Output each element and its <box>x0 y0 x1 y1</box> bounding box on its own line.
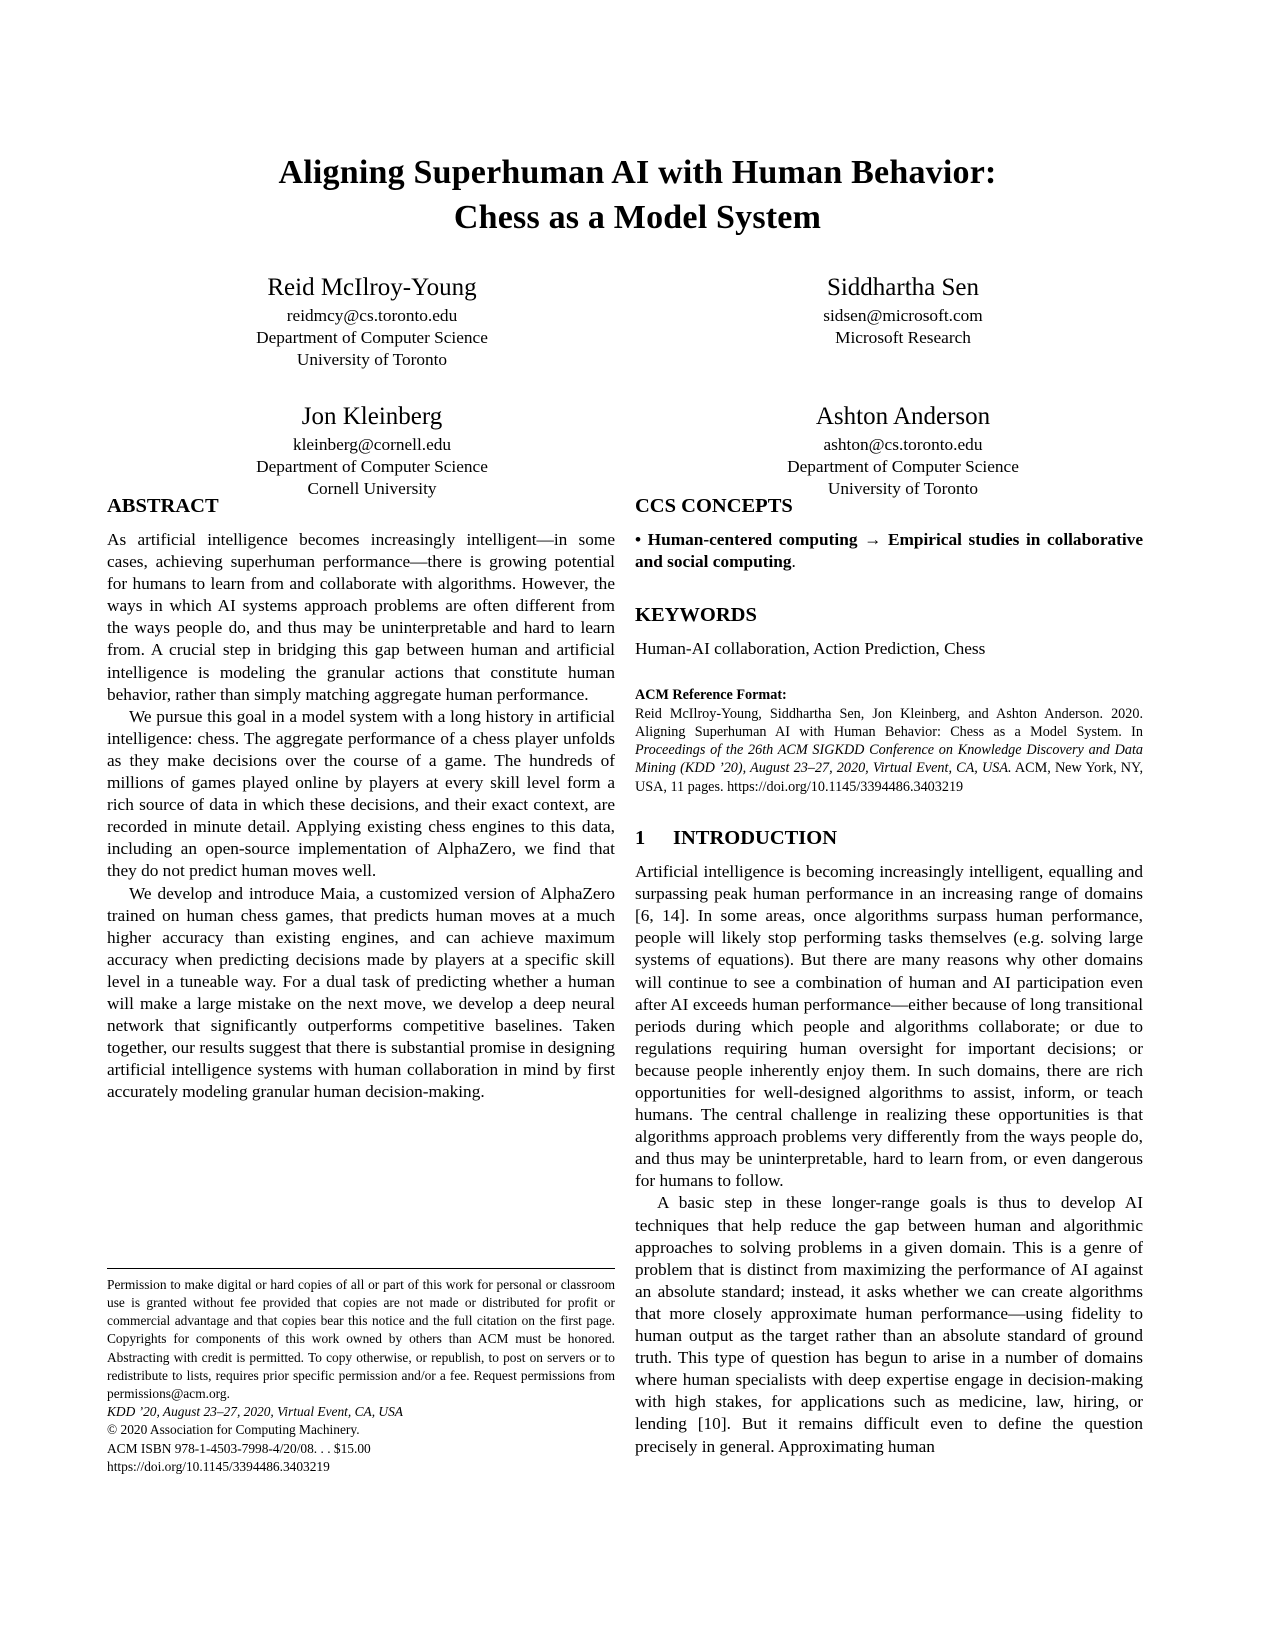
paper-title <box>0 0 1275 240</box>
authors-block <box>107 272 1169 500</box>
isbn-line: ACM ISBN 978-1-4503-7998-4/20/08. . . $15.00 <box>107 1440 371 1456</box>
author-department: Department of Computer Science <box>787 457 1019 476</box>
ccs-period: . <box>791 552 796 572</box>
right-column <box>635 494 1143 1476</box>
ccs-term: Human-centered computing <box>647 530 858 549</box>
doi-line: https://doi.org/10.1145/3394486.3403219 <box>107 1458 330 1474</box>
author-block-reid-mcilroy-young <box>107 272 638 371</box>
keywords-text: Human-AI collaboration, Action Prediction, Chess <box>635 639 986 659</box>
author-institution: Cornell University <box>307 479 437 498</box>
author-institution: University of Toronto <box>296 350 448 369</box>
keywords-heading: KEYWORDS <box>635 604 757 627</box>
paper-title-line2: Chess as a Model System <box>453 199 822 236</box>
ccs-bullet: • <box>635 530 648 549</box>
footnote-divider <box>107 1268 615 1269</box>
ccs-concepts-heading: CCS CONCEPTS <box>635 495 793 517</box>
author-name: Jon Kleinberg <box>301 403 443 430</box>
author-name: Siddhartha Sen <box>826 274 980 301</box>
acm-reference-authors: Reid McIlroy-Young, Siddhartha Sen, Jon Kleinberg, and Ashton Anderson. 2020. Aligning Superhuman AI with Human Behavior: Chess as a Model System. In <box>635 705 1143 740</box>
author-block-ashton-anderson <box>638 401 1169 500</box>
section-number: 1 <box>635 827 646 850</box>
paper-title-line1: Aligning Superhuman AI with Human Behavior: <box>278 154 997 191</box>
copyright-footnote <box>107 1268 615 1476</box>
copyright-line: © 2020 Association for Computing Machinery. <box>107 1422 360 1438</box>
abstract-heading: ABSTRACT <box>107 495 219 517</box>
introduction-paragraph-1: Artificial intelligence is becoming increasingly intelligent, equalling and surpassing peak human performance in an increasing range of domains [6, 14]. In some areas, once algorithms surpass human performance, people will likely stop performing tasks themselves (e.g. solving large systems of equations). But there are many reasons why other domains will continue to see a combination of human and AI participation even after AI exceeds human performance—either because of long transitional periods during which people and algorithms collaborate; or due to regulations requiring human oversight for important decisions; or because people inherently enjoy them. In such domains, there are rich opportunities for well-designed algorithms to assist, inform, or teach humans. The central challenge in realizing these opportunities is that algorithms approach problems very differently from the ways people do, and thus may be uninterpretable, hard to learn from, or even dangerous for humans to follow. <box>635 862 1143 1191</box>
ccs-subterm: Empirical studies in collaborative and social computing <box>635 530 1143 572</box>
author-institution: Microsoft Research <box>835 328 971 347</box>
introduction-heading <box>635 826 1143 851</box>
acm-reference-format-heading: ACM Reference Format: <box>635 687 787 704</box>
author-email: reidmcy@cs.toronto.edu <box>286 306 458 325</box>
left-column <box>107 494 615 1476</box>
section-title: INTRODUCTION <box>673 827 838 850</box>
permission-statement: Permission to make digital or hard copies of all or part of this work for personal or classroom use is granted without fee provided that copies are not made or distributed for profit or commercial advantage and that copies bear this notice and the full citation on the first page. Copyrights for components of this work owned by others than ACM must be honored. Abstracting with credit is permitted. To copy otherwise, or republish, to post on servers or to redistribute to lists, requires prior specific permission and/or a fee. Request permissions from permissions@acm.org. <box>107 1276 615 1401</box>
two-column-body <box>107 494 1143 1476</box>
introduction-paragraph-2: A basic step in these longer-range goals is thus to develop AI techniques that help reduce the gap between human and algorithmic approaches to solving problems in a given domain. This is a genre of problem that is distinct from maximizing the performance of AI against an absolute standard; instead, it asks whether we can create algorithms that more closely approximate human performance—using fidelity to human output as the target rather than an absolute standard of ground truth. This type of question has begun to arise in a number of domains where human specialists with deep expertise engage in decision-making with high stakes, for applications such as medicine, law, hiring, or lending [10]. But it remains difficult even to define the question precisely in general. Approximating human <box>635 1193 1143 1456</box>
acm-reference-text <box>635 705 1143 796</box>
author-block-jon-kleinberg <box>107 401 638 500</box>
author-department: Department of Computer Science <box>256 457 488 476</box>
author-department: Department of Computer Science <box>256 328 488 347</box>
ccs-concepts-text <box>635 529 1143 573</box>
abstract-paragraph-3: We develop and introduce Maia, a customized version of AlphaZero trained on human chess games, that predicts human moves at a much higher accuracy than existing engines, and can achieve maximum accuracy when predicting decisions made by players at a specific skill level in a tuneable way. For a dual task of predicting whether a human will make a large mistake on the next move, we develop a deep neural network that significantly outperforms competitive baselines. Taken together, our results suggest that there is substantial promise in designing artificial intelligence systems with human collaboration in mind by first accurately modeling granular human decision-making. <box>107 883 615 1102</box>
acm-reference-publisher: ACM, New York, NY, USA, 11 pages. https://doi.org/10.1145/3394486.3403219 <box>635 760 1144 795</box>
author-block-siddhartha-sen <box>638 272 1169 371</box>
abstract-paragraph-2: We pursue this goal in a model system with a long history in artificial intelligence: chess. The aggregate performance of a chess player unfolds as they make decisions over the course of a game. The hundreds of millions of games played online by players at every skill level form a rich source of data in which these decisions, and their exact context, are recorded in minute detail. Applying existing chess engines to this data, including an open-source implementation of AlphaZero, we find that they do not predict human moves well. <box>107 706 615 881</box>
author-email: kleinberg@cornell.edu <box>292 435 452 454</box>
abstract-paragraph-1: As artificial intelligence becomes increasingly intelligent—in some cases, achieving superhuman performance—there is growing potential for humans to learn from and collaborate with algorithms. However, the ways in which AI systems approach problems are often different from the ways people do, and thus may be uninterpretable and hard to learn from. A crucial step in bridging this gap between human and artificial intelligence is modeling the granular actions that constitute human behavior, rather than simply matching aggregate human performance. <box>107 530 615 704</box>
acm-reference-proceedings: Proceedings of the 26th ACM SIGKDD Conference on Knowledge Discovery and Data Mining (KDD ’20), August 23–27, 2020, Virtual Event, CA, USA. <box>635 742 1143 777</box>
conference-venue-line: KDD ’20, August 23–27, 2020, Virtual Event, CA, USA <box>107 1404 403 1420</box>
author-name: Ashton Anderson <box>815 403 991 430</box>
author-email: ashton@cs.toronto.edu <box>823 435 983 454</box>
author-email: sidsen@microsoft.com <box>823 306 983 325</box>
ccs-arrow-icon: → <box>857 530 888 549</box>
author-name: Reid McIlroy-Young <box>267 274 477 301</box>
author-institution: University of Toronto <box>827 479 979 498</box>
